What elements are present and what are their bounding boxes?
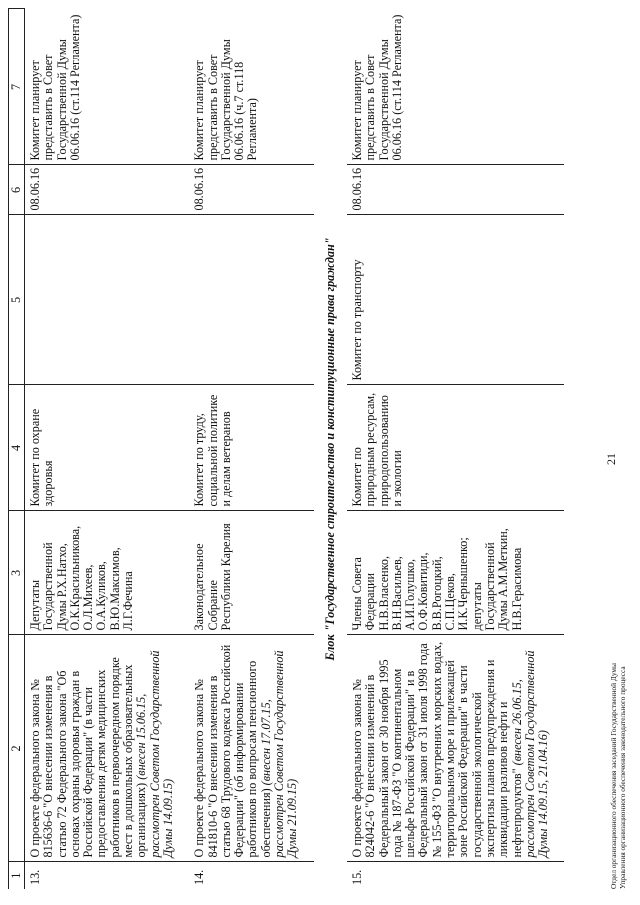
col-header-4: 4 (9, 385, 25, 511)
page-number: 21 (604, 453, 618, 465)
row-number: 13. (25, 862, 190, 889)
block-title: Блок "Государственное строительство и конституционные права граждан" (322, 237, 337, 661)
bill-authors: Члены Совета Федерации Н.В.Власенко, В.Н.Васильев, А.И.Голушко, О.Ф.Ковитиди, В.В.Рогоцкий, С.П.Цеков, И.К.Чернышенко; депутаты Государственной Думы А.М.Меткин, Н.В.Герасимова (347, 511, 564, 635)
header-row (9, 9, 25, 889)
col-header-3: 3 (9, 511, 25, 635)
col-header-2: 2 (9, 635, 25, 862)
col-header-5: 5 (9, 215, 25, 385)
block-row (314, 9, 347, 889)
bill-note: (внесен 17.07.15, рассмотрен Советом Государственной Думы 21.09.15) (258, 650, 300, 858)
responsible-committee: Комитет по охране здоровья (25, 385, 190, 511)
review-date: 08.06.16 (347, 165, 564, 215)
plan-text: Комитет планирует представить в Совет Государственной Думы 06.06.16 (ст.114 Регламента) (349, 14, 404, 161)
row-number: 14. (189, 862, 313, 889)
review-date: 08.06.16 (25, 165, 190, 215)
co-committee (189, 215, 313, 385)
bill-note: (внесен 26.06.15, рассмотрен Советом Государственной Думы 14.09.15, 21.04.16) (509, 650, 551, 858)
bill-description (189, 635, 313, 862)
plan-text: Комитет планирует представить в Совет Государственной Думы 06.06.16 (ст.114 Регламента) (28, 14, 82, 161)
review-date: 08.06.16 (189, 165, 313, 215)
bill-note: (внесен 15.06.15, рассмотрен Советом Государственной Думы 14.09.15) (134, 650, 175, 858)
footer-line-2: Управления организационного обеспечения законодательного процесса (617, 666, 627, 889)
bill-authors: Депутаты Государственной Думы Р.Х.Натхо, О.К.Красильникова, О.Л.Михеев, О.А.Куликов, В.Ю.Максимов, Л.Г.Фечина (25, 511, 190, 635)
responsible-committee: Комитет по труду, социальной политике и делам ветеранов (189, 385, 313, 511)
co-committee (25, 215, 190, 385)
bill-description (25, 635, 190, 862)
col-header-1: 1 (9, 862, 25, 889)
bill-title: О проекте федерального закона № 824042-6 "О внесении изменений в Федеральный закон от 30 ноября 1995 года № 187-ФЗ "О континентальном шельфе Российской Федерации" и в Федеральный закон от 31 июля 1998 года № 155-ФЗ "О внутренних морских водах, территориальном море и прилежащей зоне Российской Федерации" в части государственной экологической экспертизы планов предупреждения и ликвидации разливов нефти и нефтепродуктов" (349, 641, 524, 858)
col-header-6: 6 (9, 165, 25, 215)
table-row (347, 9, 564, 889)
responsible-committee: Комитет по природным ресурсам, природопользованию и экологии (347, 385, 564, 511)
row-number: 15. (347, 862, 564, 889)
footer-line-1: Отдел организационного обеспечения заседаний Государственной Думы (609, 663, 618, 889)
bill-description (347, 635, 564, 862)
col-header-7: 7 (9, 9, 25, 165)
footer (610, 663, 627, 889)
co-committee: Комитет по транспорту (347, 215, 564, 385)
agenda-table (8, 9, 564, 890)
plan-text: Комитет планирует представить в Совет Государственной Думы 06.06.16 (ч.7 ст.118 Регламента) (192, 39, 260, 161)
bill-title: О проекте федерального закона № 815636-6 "О внесении изменения в статью 72 Федерального закона "Об основах охраны здоровья граждан в Российской Федерации" (в части предоставления детям медицинских работников в первоочередном порядке мест в дошкольных образовательных организациях) (28, 657, 149, 858)
table-row (189, 9, 313, 889)
table-row (25, 9, 190, 889)
bill-title: О проекте федерального закона № 841810-6 "О внесении изменения в статью 68 Трудового кодекса Российской Федерации" (об информировании работников по вопросам пенсионного обеспечения) (192, 644, 273, 858)
bill-authors: Законодательное Собрание Республики Карелия (189, 511, 313, 635)
